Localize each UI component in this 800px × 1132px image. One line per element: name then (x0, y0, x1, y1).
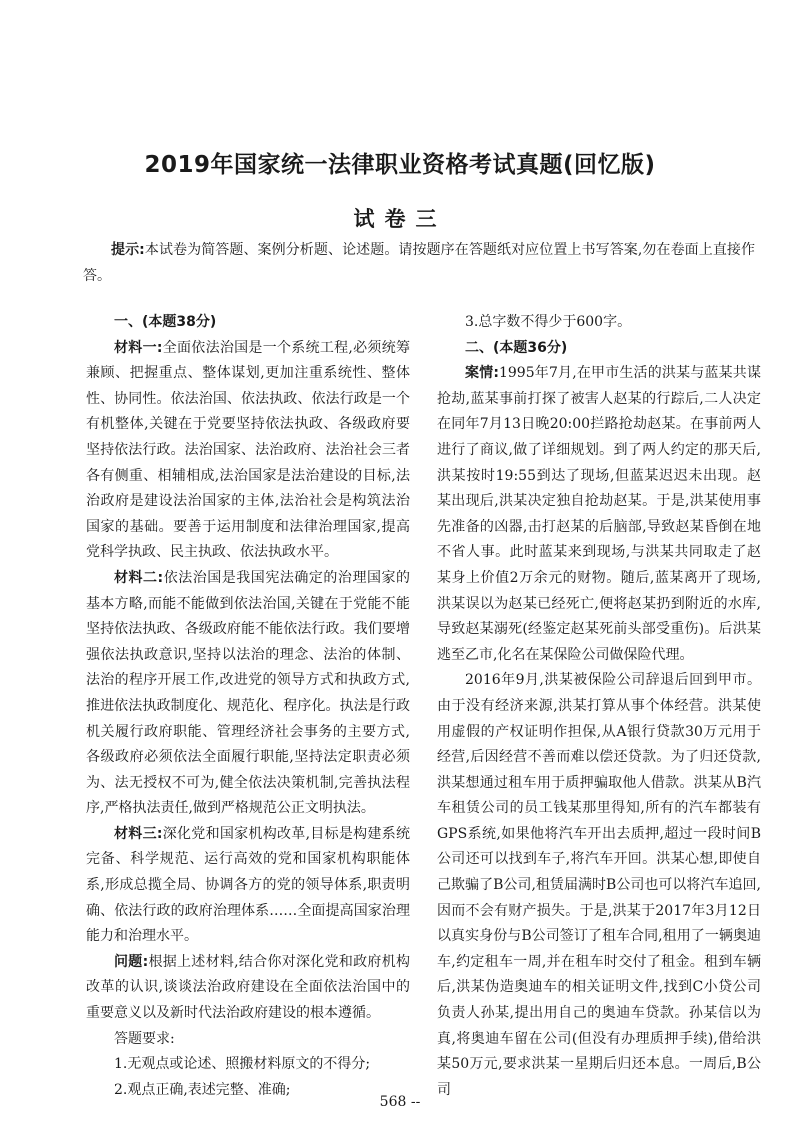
requirements-heading: 答题要求: (114, 1030, 175, 1047)
instructions-label: 提示: (111, 242, 145, 258)
case-text-1: 1995年7月,在甲市生活的洪某与蓝某共谋抢劫,蓝某事前打探了被害人赵某的行踪后,二人决定在同年7月13日晚20:00拦路抢劫赵某。在事前两人进行了商议,做了详细规划。到了两人约定的那天后,洪某按时19:55到达了现场,但蓝某迟迟未出现。赵某出现后,洪某决定独自抢劫赵某。于是,洪某使用事先准备的凶器,击打赵某的后脑部,导致赵某昏倒在地不省人事。此时蓝某来到现场,与洪某共同取走了赵某身上价值2万余元的财物。随后,蓝某离开了现场,洪某误以为赵某已经死亡,便将赵某扔到附近的水库,导致赵某溺死(经鉴定赵某死前头部受重伤)。后洪某逃至乙市,化名在某保险公司做保险代理。 (437, 365, 761, 663)
material-3-label: 材料三: (114, 825, 163, 842)
right-column (437, 310, 761, 1103)
material-2 (86, 566, 410, 822)
case-paragraph-1 (437, 361, 761, 668)
question-1-heading: 一、(本题38分) (114, 314, 217, 330)
requirement-2: 2.观点正确,表述完整、准确; (114, 1081, 291, 1098)
page-title: 2019年国家统一法律职业资格考试真题(回忆版) (144, 152, 656, 178)
material-2-label: 材料二: (114, 569, 164, 586)
question-label: 问题: (114, 953, 149, 970)
material-3-text: 深化党和国家机构改革,目标是构建系统完备、科学规范、运行高效的党和国家机构职能体系,形成总揽全局、协调各方的党的领导体系,职责明确、依法行政的政府治理体系……全面提高国家治理能力和治理水平。 (86, 825, 410, 945)
exam-instructions (83, 237, 755, 289)
left-column (86, 310, 410, 1103)
material-3 (86, 822, 410, 950)
instructions-text: 本试卷为简答题、案例分析题、论述题。请按题序在答题纸对应位置上书写答案,勿在卷面上直接作答。 (83, 242, 755, 284)
material-1 (86, 336, 410, 566)
case-label: 案情: (465, 365, 499, 382)
requirement-1: 1.无观点或论述、照搬材料原文的不得分; (114, 1056, 371, 1073)
material-1-text: 全面依法治国是一个系统工程,必须统筹兼顾、把握重点、整体谋划,更加注重系统性、整体性、协同性。依法治国、依法执政、依法行政是一个有机整体,关键在于党要坚持依法执政、各级政府要坚持依法行政。法治国家、法治政府、法治社会三者各有侧重、相辅相成,法治国家是法治建设的目标,法治政府是建设法治国家的主体,法治社会是构筑法治国家的基础。要善于运用制度和法律治理国家,提高党科学执政、民主执政、依法执政水平。 (86, 339, 410, 561)
case-paragraph-2: 2016年9月,洪某被保险公司辞退后回到甲市。由于没有经济来源,洪某打算从事个体经营。洪某使用虚假的产权证明作担保,从A银行贷款30万元用于经营,后因经营不善而难以偿还贷款。为了归还贷款,洪某想通过租车用于质押骗取他人借款。洪某从B汽车租赁公司的员工钱某那里得知,所有的汽车都装有GPS系统,如果他将汽车开出去质押,超过一段时间B公司还可以找到车子,将汽车开回。洪某心想,即使自己欺骗了B公司,租赁届满时B公司也可以将汽车追回,因而不会有财产损失。于是,洪某于2017年3月12日以真实身份与B公司签订了租车合同,租用了一辆奥迪车,约定租车一周,并在租车时交付了租金。租到车辆后,洪某伪造奥迪车的相关证明文件,找到C小贷公司负责人孙某,提出用自己的奥迪车贷款。孙某信以为真,将奥迪车留在公司(但没有办理质押手续),借给洪某50万元,要求洪某一星期后归还本息。一周后,B公司 (437, 672, 761, 1098)
requirement-3: 3.总字数不得少于600字。 (465, 314, 632, 330)
page-number: 568 -- (379, 1094, 421, 1110)
page-subtitle: 试卷三 (353, 207, 447, 231)
question-text: 根据上述材料,结合你对深化党和政府机构改革的认识,谈谈法治政府建设在全面依法治国中的重要意义以及新时代法治政府建设的根本遵循。 (86, 953, 410, 1022)
material-1-label: 材料一: (114, 339, 163, 356)
material-2-text: 依法治国是我国宪法确定的治理国家的基本方略,而能不能做到依法治国,关键在于党能不能坚持依法执政、各级政府能不能依法行政。我们要增强依法执政意识,坚持以法治的理念、法治的体制、法治的程序开展工作,改进党的领导方式和执政方式,推进依法执政制度化、规范化、程序化。执法是行政机关履行政府职能、管理经济社会事务的主要方式,各级政府必须依法全面履行职能,坚持法定职责必须为、法无授权不可为,健全依法决策机制,完善执法程序,严格执法责任,做到严格规范公正文明执法。 (86, 569, 411, 817)
question-2-heading: 二、(本题36分) (465, 339, 568, 356)
question-1-prompt (86, 950, 410, 1027)
